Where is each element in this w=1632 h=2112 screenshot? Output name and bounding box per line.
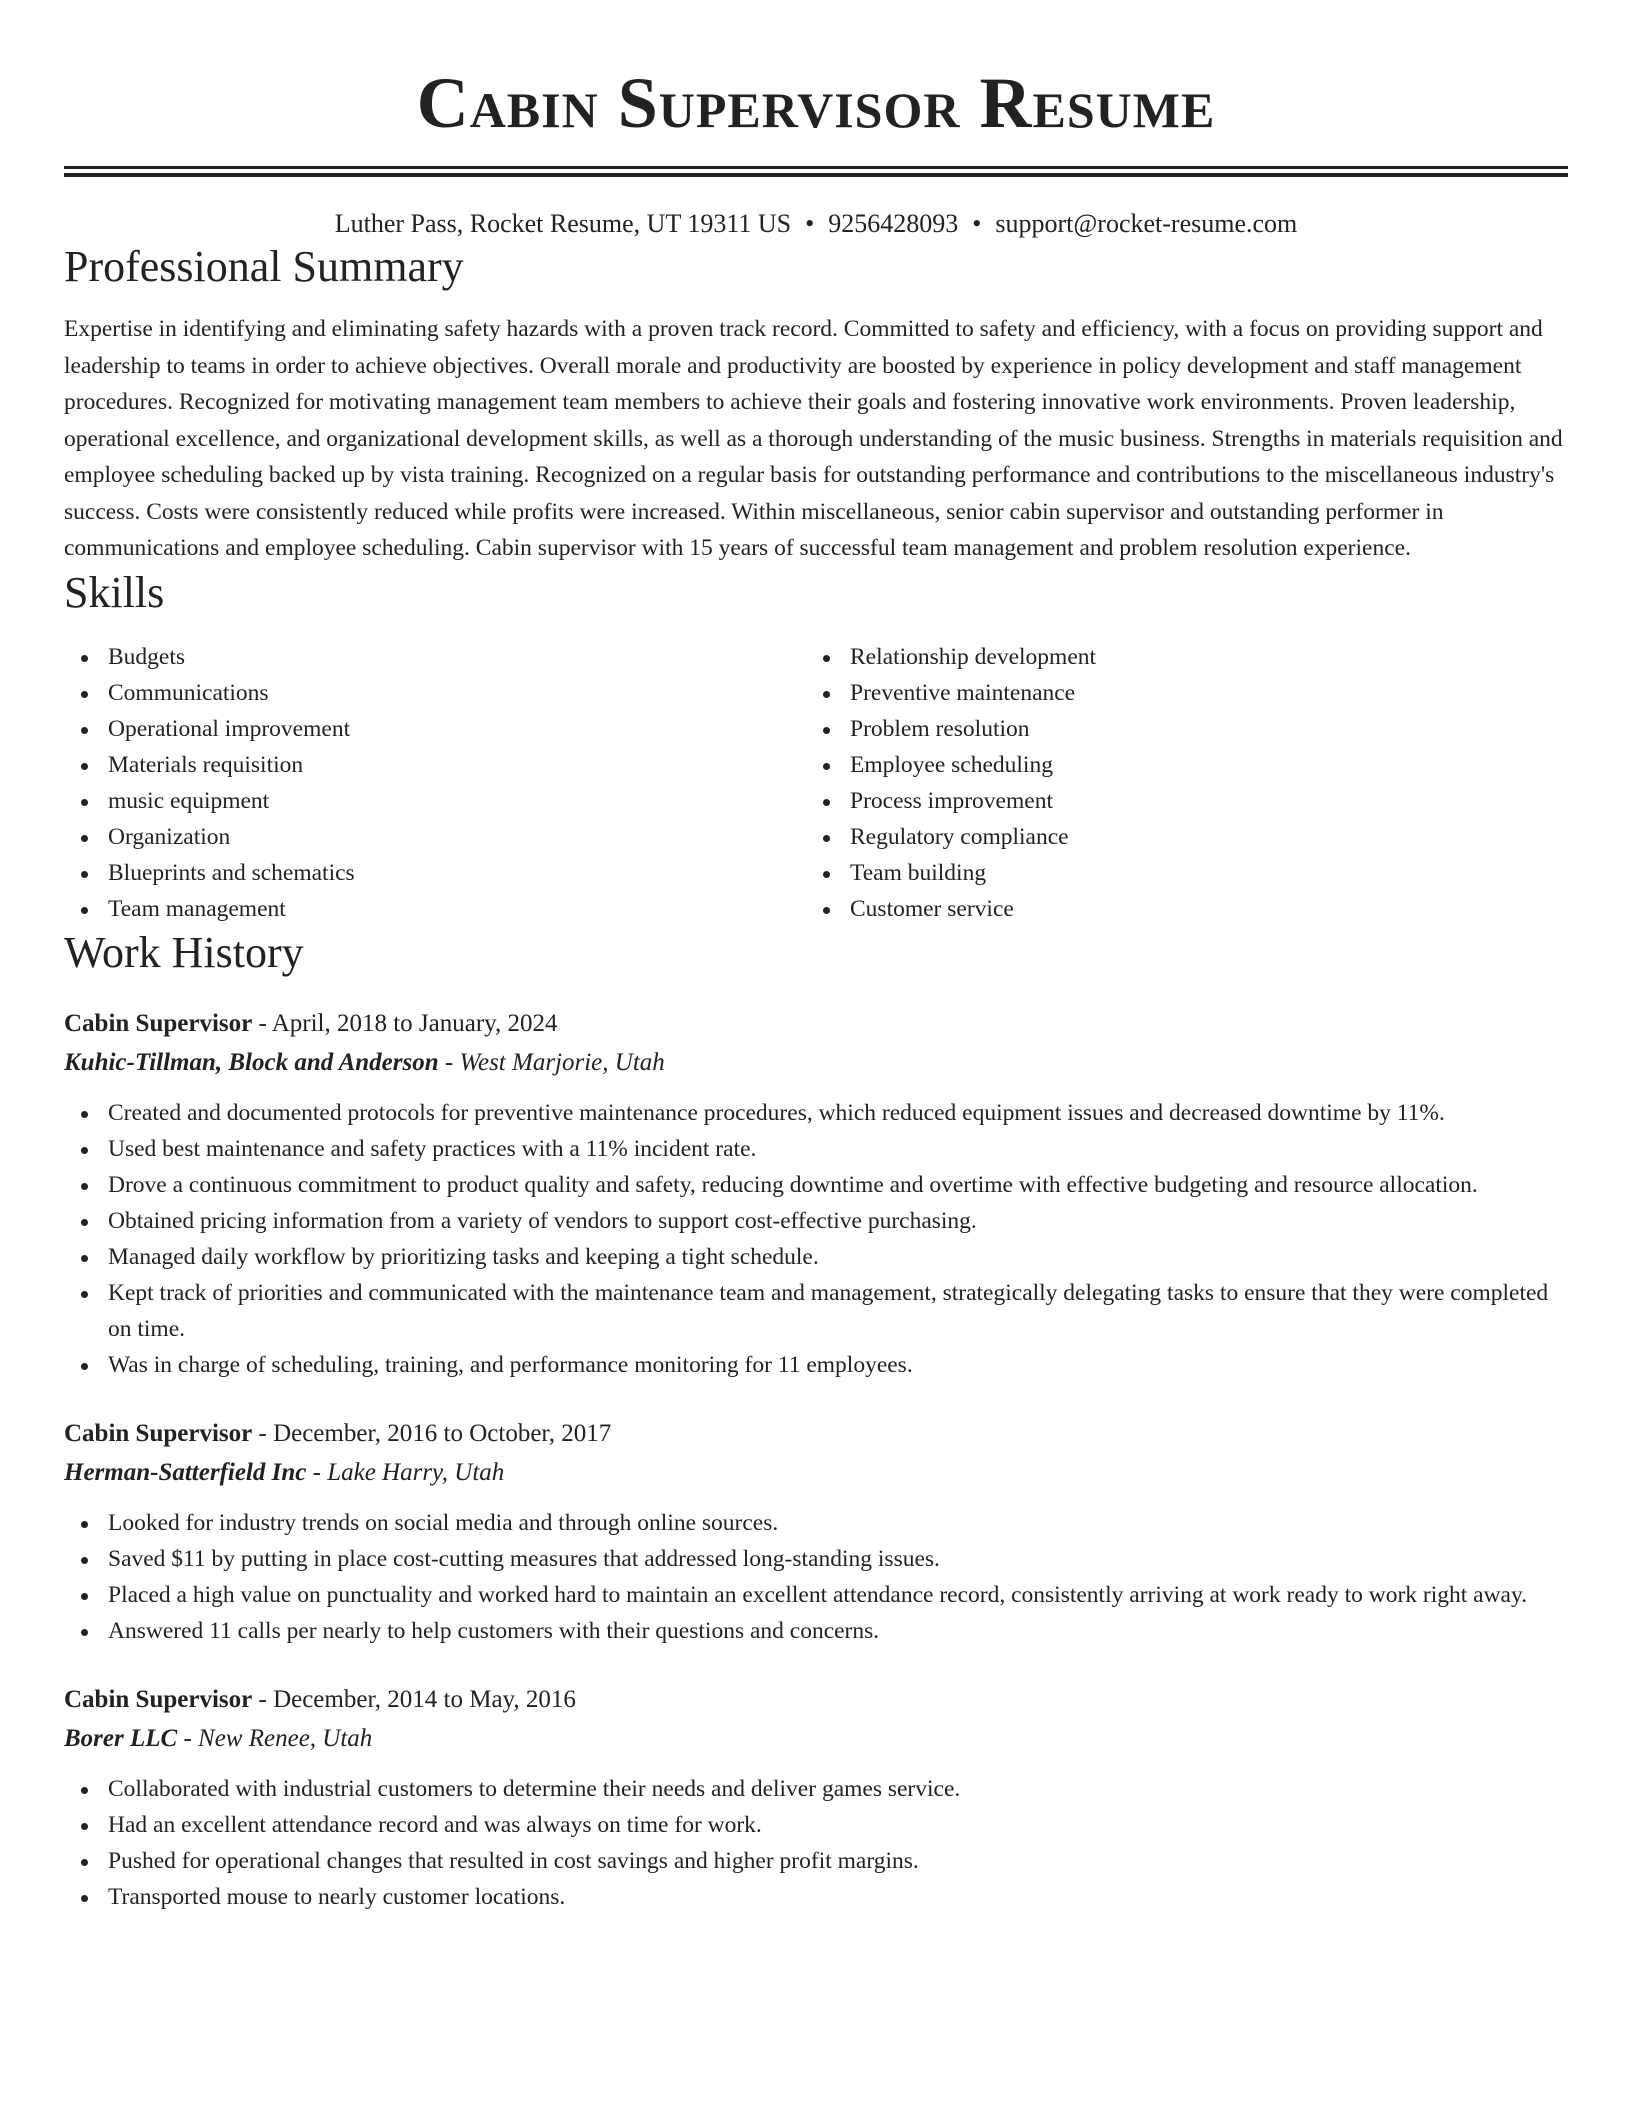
job-dates: December, 2014 to May, 2016: [273, 1685, 576, 1713]
job-company-line: [64, 1043, 1568, 1083]
skill-item: music equipment: [64, 783, 806, 819]
job-bullet: Collaborated with industrial customers to determine their needs and deliver games service.: [64, 1771, 1568, 1807]
job-bullet: Transported mouse to nearly customer locations.: [64, 1879, 1568, 1915]
job-location: West Marjorie, Utah: [459, 1048, 665, 1076]
job-bullets: [64, 1505, 1568, 1649]
job-role: Cabin Supervisor: [64, 1419, 253, 1447]
job-bullet: Looked for industry trends on social media and through online sources.: [64, 1505, 1568, 1541]
job-bullet: Managed daily workflow by prioritizing tasks and keeping a tight schedule.: [64, 1239, 1568, 1275]
contact-separator: •: [805, 209, 815, 238]
job-dash: -: [444, 1048, 454, 1076]
job-title-line: [64, 1005, 1568, 1043]
contact-address: Luther Pass, Rocket Resume, UT 19311 US: [334, 209, 792, 238]
job-dash: -: [312, 1458, 321, 1486]
skill-item: Relationship development: [806, 639, 1548, 675]
skills-heading: Skills: [64, 567, 165, 617]
job-title-line: [64, 1415, 1568, 1453]
job-dates: December, 2016 to October, 2017: [273, 1419, 612, 1447]
job-bullets: [64, 1771, 1568, 1915]
job-location: New Renee, Utah: [198, 1724, 373, 1752]
job-entry: [64, 1005, 1568, 1383]
skill-item: Problem resolution: [806, 711, 1548, 747]
job-company-line: [64, 1719, 1568, 1759]
job-title-line: [64, 1681, 1568, 1719]
job-dash: -: [183, 1724, 192, 1752]
job-company: Herman-Satterfield Inc: [64, 1458, 307, 1486]
skill-item: Communications: [64, 675, 806, 711]
job-company: Borer LLC: [64, 1724, 178, 1752]
job-bullet: Drove a continuous commitment to product quality and safety, reducing downtime and overtime with effective budgeting and resource allocation.: [64, 1167, 1568, 1203]
job-bullets: [64, 1095, 1568, 1383]
skill-item: Team building: [806, 855, 1548, 891]
job-bullet: Used best maintenance and safety practices with a 11% incident rate.: [64, 1131, 1568, 1167]
job-bullet: Pushed for operational changes that resulted in cost savings and higher profit margins.: [64, 1843, 1568, 1879]
skill-item: Budgets: [64, 639, 806, 675]
job-bullet: Had an excellent attendance record and was always on time for work.: [64, 1807, 1568, 1843]
contact-phone: 9256428093: [828, 209, 959, 238]
job-entry: [64, 1681, 1568, 1915]
contact-line: [64, 207, 1568, 241]
skills-list: [64, 639, 1568, 927]
skill-item: Preventive maintenance: [806, 675, 1548, 711]
job-bullet: Saved $11 by putting in place cost-cutting measures that addressed long-standing issues.: [64, 1541, 1568, 1577]
contact-email: support@rocket-resume.com: [995, 209, 1298, 238]
job-dash: -: [258, 1685, 267, 1713]
job-company: Kuhic-Tillman, Block and Anderson: [64, 1048, 439, 1076]
skill-item: Materials requisition: [64, 747, 806, 783]
skill-item: Team management: [64, 891, 806, 927]
skill-item: Employee scheduling: [806, 747, 1548, 783]
skill-item: Regulatory compliance: [806, 819, 1548, 855]
title-divider: [64, 166, 1568, 177]
job-dates: April, 2018 to January, 2024: [271, 1009, 558, 1037]
job-company-line: [64, 1453, 1568, 1493]
skill-item: Customer service: [806, 891, 1548, 927]
job-bullet: Obtained pricing information from a variety of vendors to support cost-effective purchasing.: [64, 1203, 1568, 1239]
skills-column-right: [806, 639, 1548, 927]
contact-separator: •: [972, 209, 982, 238]
job-role: Cabin Supervisor: [64, 1685, 253, 1713]
skills-column-left: [64, 639, 806, 927]
job-role: Cabin Supervisor: [64, 1009, 253, 1037]
skill-item: Blueprints and schematics: [64, 855, 806, 891]
job-bullet: Answered 11 calls per nearly to help customers with their questions and concerns.: [64, 1613, 1568, 1649]
job-entry: [64, 1415, 1568, 1649]
job-bullet: Kept track of priorities and communicated with the maintenance team and management, strategically delegating tasks to ensure that they were completed on time.: [64, 1275, 1568, 1347]
skill-item: Organization: [64, 819, 806, 855]
job-dash: -: [258, 1009, 267, 1037]
job-dash: -: [258, 1419, 267, 1447]
work-history-heading: Work History: [64, 927, 304, 977]
job-location: Lake Harry, Utah: [327, 1458, 505, 1486]
job-bullet: Created and documented protocols for preventive maintenance procedures, which reduced equipment issues and decreased downtime by 11%.: [64, 1095, 1568, 1131]
page-title: Cabin Supervisor Resume: [416, 63, 1216, 143]
job-bullet: Placed a high value on punctuality and worked hard to maintain an excellent attendance record, consistently arriving at work ready to work right away.: [64, 1577, 1568, 1613]
summary-heading: Professional Summary: [64, 242, 464, 291]
skill-item: Process improvement: [806, 783, 1548, 819]
summary-text: Expertise in identifying and eliminating safety hazards with a proven track record. Committed to safety and efficiency, with a focus on providing support and leadership to teams in order to achieve objectives. Overall morale and productivity are boosted by experience in policy development and staff management procedures. Recognized for motivating management team members to achieve their goals and fostering innovative work environments. Proven leadership, operational excellence, and organizational development skills, as well as a thorough understanding of the music business. Strengths in materials requisition and employee scheduling backed up by vista training. Recognized on a regular basis for outstanding performance and contributions to the miscellaneous industry's success. Costs were consistently reduced while profits were increased. Within miscellaneous, senior cabin supervisor and outstanding performer in communications and employee scheduling. Cabin supervisor with 15 years of successful team management and problem resolution experience.: [64, 316, 1563, 561]
skill-item: Operational improvement: [64, 711, 806, 747]
job-bullet: Was in charge of scheduling, training, and performance monitoring for 11 employees.: [64, 1347, 1568, 1383]
